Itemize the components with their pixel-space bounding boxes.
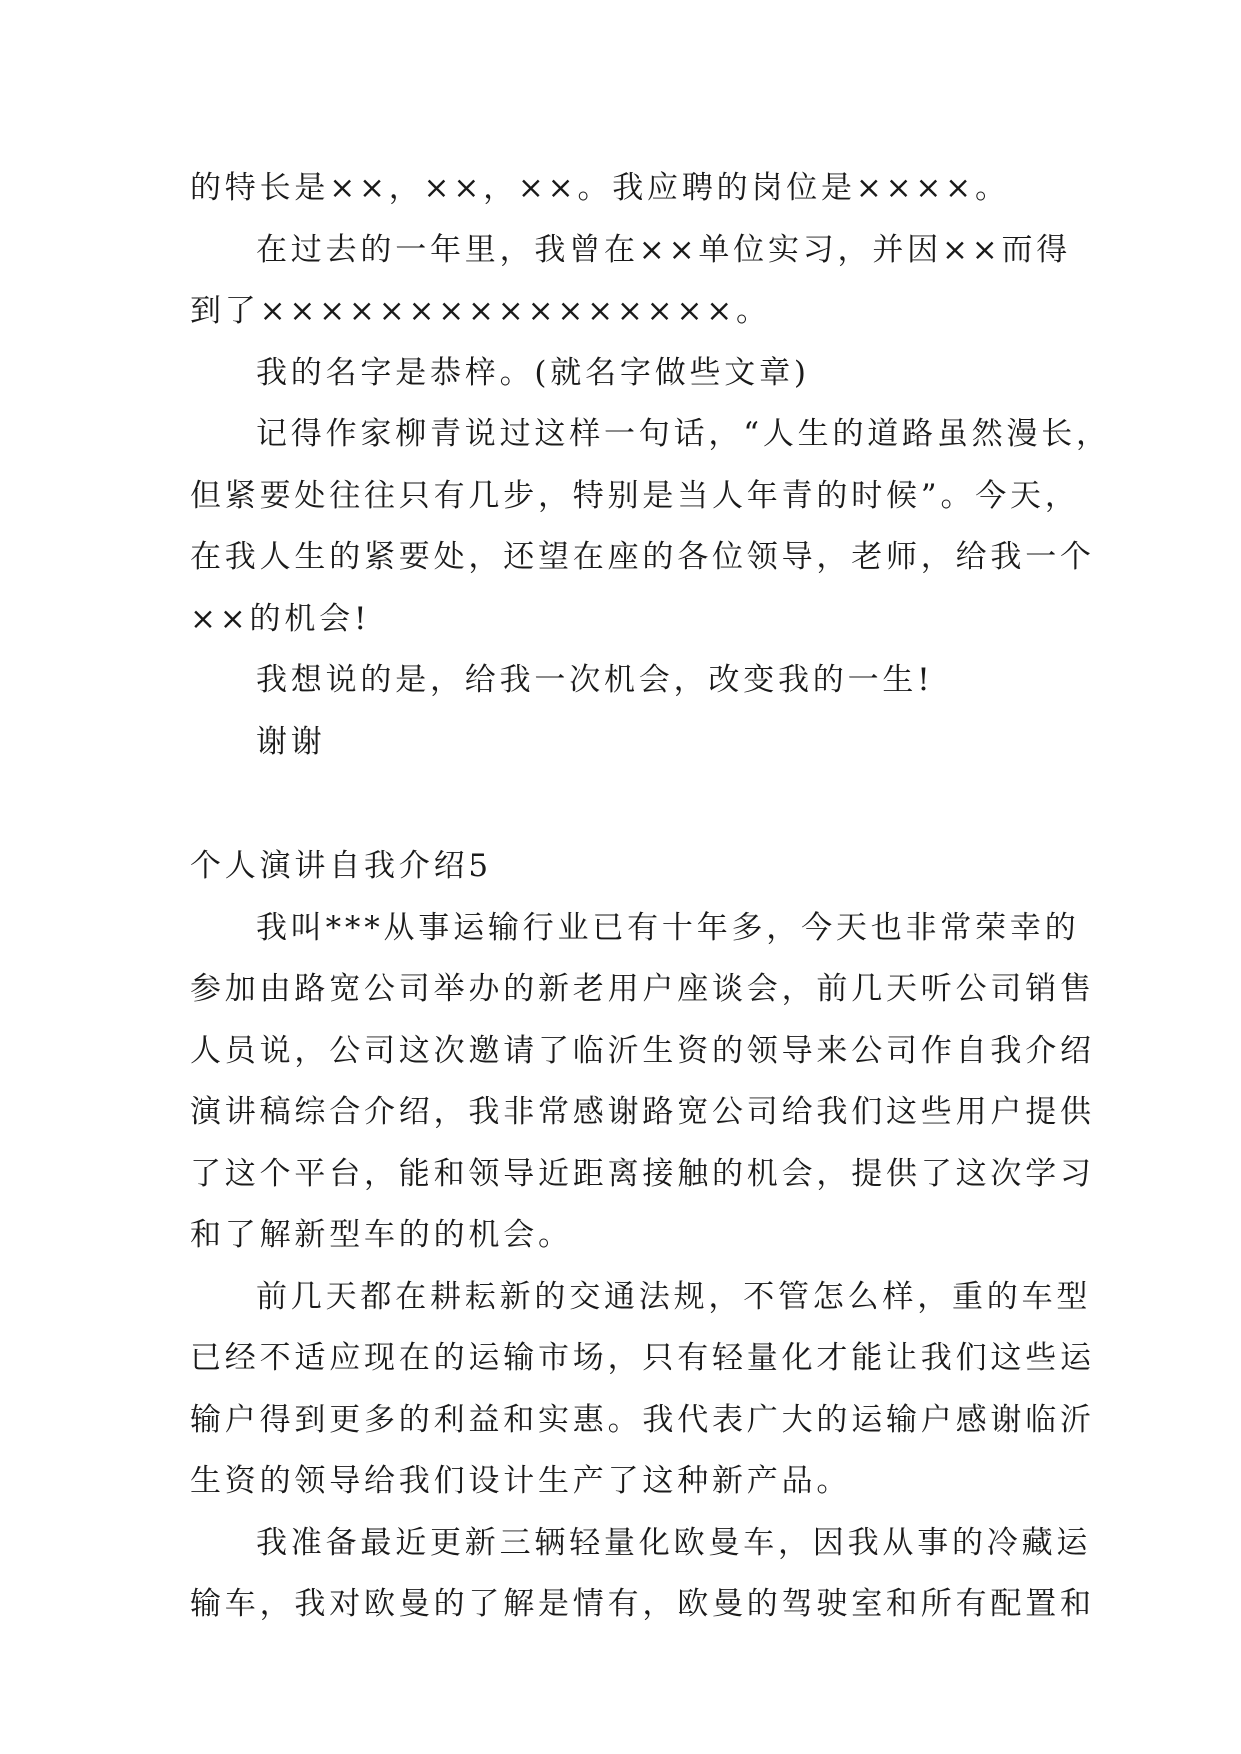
paragraph-line: 的特长是××，××，××。我应聘的岗位是××××。 [190, 170, 1010, 206]
section-heading: 个人演讲自我介绍5 [190, 848, 492, 884]
paragraph-line: 人员说，公司这次邀请了临沂生资的领导来公司作自我介绍 [190, 1032, 1095, 1069]
paragraph-line: 我的名字是恭梓。(就名字做些文章) [256, 354, 810, 391]
paragraph-line: 了这个平台，能和领导近距离接触的机会，提供了这次学习 [190, 1155, 1095, 1192]
paragraph-line: 在我人生的紧要处，还望在座的各位领导，老师，给我一个 [190, 539, 1095, 575]
paragraph-line: 演讲稿综合介绍，我非常感谢路宽公司给我们这些用户提供 [190, 1094, 1095, 1130]
paragraph-line: 前几天都在耕耘新的交通法规，不管怎么样，重的车型 [256, 1278, 1092, 1315]
paragraph-line: 输户得到更多的利益和实惠。我代表广大的运输户感谢临沂 [190, 1401, 1095, 1438]
paragraph-line: 谢谢 [256, 723, 326, 760]
paragraph-line: ××的机会! [190, 600, 371, 637]
paragraph-line: 我想说的是，给我一次机会，改变我的一生! [256, 662, 934, 698]
paragraph-line: 到了××××××××××××××××。 [190, 293, 771, 329]
paragraph-line: 但紧要处往往只有几步，特别是当人年青的时候”。今天， [190, 477, 1080, 514]
paragraph-line: 在过去的一年里，我曾在××单位实习，并因××而得 [256, 231, 1072, 268]
paragraph-line: 生资的领导给我们设计生产了这种新产品。 [190, 1463, 852, 1499]
document-body [190, 158, 1111, 1636]
paragraph-line: 已经不适应现在的运输市场，只有轻量化才能让我们这些运 [190, 1340, 1095, 1376]
paragraph-line: 和了解新型车的的机会。 [190, 1217, 573, 1253]
paragraph-line: 我准备最近更新三辆轻量化欧曼车，因我从事的冷藏运 [256, 1524, 1092, 1561]
section-spacer [190, 773, 1050, 836]
paragraph-line: 参加由路宽公司举办的新老用户座谈会，前几天听公司销售 [190, 971, 1095, 1007]
paragraph-line: 记得作家柳青说过这样一句话，“人生的道路虽然漫长， [256, 416, 1111, 452]
paragraph-line: 我叫***从事运输行业已有十年多，今天也非常荣幸的 [256, 909, 1080, 946]
paragraph-line: 输车，我对欧曼的了解是情有，欧曼的驾驶室和所有配置和 [190, 1586, 1095, 1622]
